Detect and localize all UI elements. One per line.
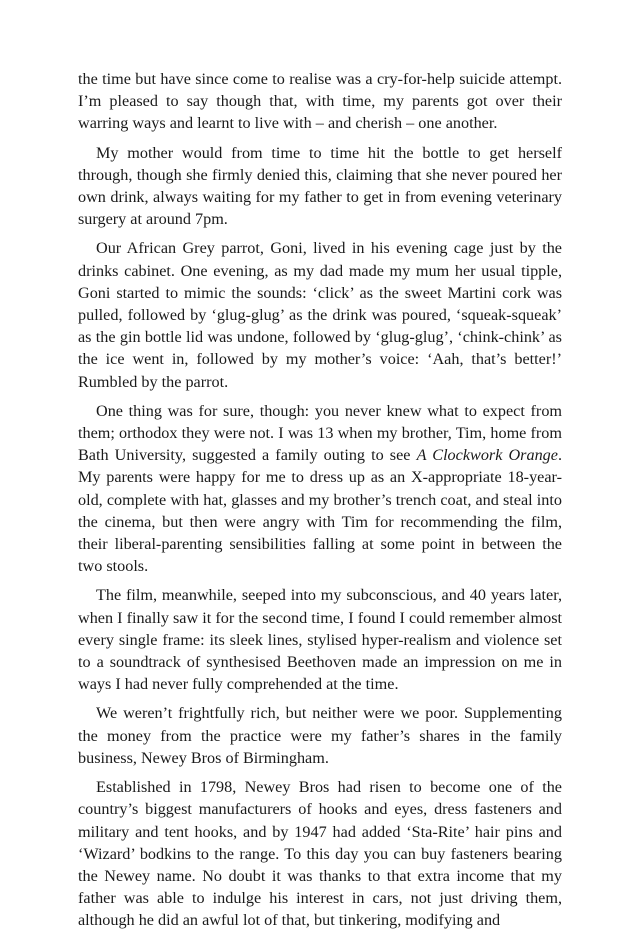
paragraph-clockwork-orange (78, 400, 562, 578)
paragraph-film-memory: The film, meanwhile, seeped into my subconscious, and 40 years later, when I finally saw it for the second time, I found I could remember almost every single frame: its sleek lines, stylised hyper-realism and violence set to a soundtrack of synthesised Beethoven made an impression on me in ways I had never fully comprehended at the time. (78, 586, 562, 694)
paragraph-text-before: One thing was for sure, though: you never knew what to expect from them; orthodox they were not. I was 13 when my brother, Tim, home from Bath University, suggested a family outing to see (78, 401, 562, 465)
paragraph-family-money: We weren’t frightfully rich, but neither were we poor. Supplementing the money from the practice were my father’s shares in the family business, Newey Bros of Birmingham. (78, 704, 562, 767)
paragraph-mother-drinking: My mother would from time to time hit the bottle to get herself through, though she firmly denied this, claiming that she never poured her own drink, always waiting for my father to get in from evening veterinary surgery at around 7pm. (78, 143, 562, 229)
paragraph-parrot: Our African Grey parrot, Goni, lived in his evening cage just by the drinks cabinet. One evening, as my dad made my mum her usual tipple, Goni started to mimic the sounds: ‘click’ as the sweet Martini cork was pulled, followed by ‘glug-glug’ as the drink was poured, ‘squeak-squeak’ as the gin bottle lid was undone, followed by ‘glug-glug’, ‘chink-chink’ as the ice went in, followed by my mother’s voice: ‘Aah, that’s better!’ Rumbled by the parrot. (78, 239, 562, 391)
page-body (78, 68, 562, 932)
paragraph-text-after: . My parents were happy for me to dress up as an X-appropriate 18-year-old, complete with hat, glasses and my brother’s trench coat, and steal into the cinema, but then were angry with Tim for recommending the film, their liberal-parenting sensibilities falling at some point in between the two stools. (78, 446, 562, 576)
paragraph-newey-bros: Established in 1798, Newey Bros had risen to become one of the country’s biggest manufacturers of hooks and eyes, dress fasteners and military and tent hooks, and by 1947 had added ‘Sta-Rite’ hair pins and ‘Wizard’ bodkins to the range. To this day you can buy fasteners bearing the Newey name. No doubt it was thanks to that extra income that my father was able to indulge his interest in cars, not just driving them, although he did an awful lot of that, but tinkering, modifying and (78, 778, 562, 930)
paragraph-continuation: the time but have since come to realise was a cry-for-help suicide attempt. I’m pleased to say though that, with time, my parents got over their warring ways and learnt to live with – and cherish – one another. (78, 70, 562, 133)
film-title: A Clockwork Orange (416, 446, 558, 465)
